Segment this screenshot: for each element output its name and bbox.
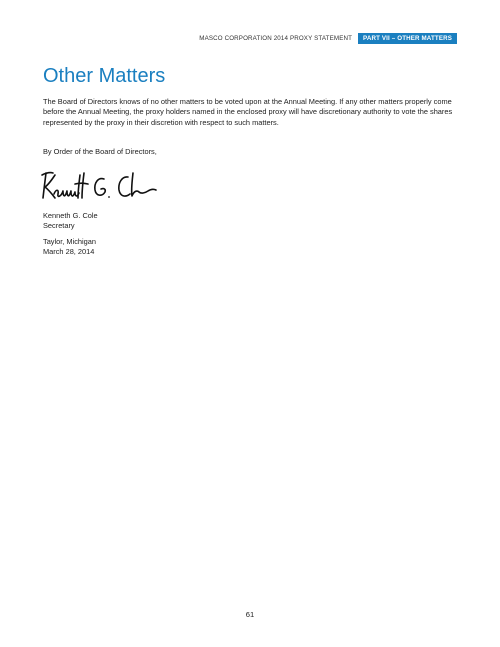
intro-paragraph: The Board of Directors knows of no other matters to be voted upon at the Annual Meeting. If any other matters properly come before the Annual Meeting, the proxy holders named in the enclosed proxy will have discretionary authority to vote the shares represented by the proxy in their discretion with respect to such matters.: [43, 97, 453, 127]
order-of-board-line: By Order of the Board of Directors,: [43, 147, 157, 156]
section-title: Other Matters: [43, 65, 166, 87]
signing-date: March 28, 2014: [43, 247, 95, 256]
signatory-name: Kenneth G. Cole: [43, 211, 98, 220]
running-header: [199, 33, 457, 44]
handwritten-signature: [38, 167, 158, 205]
header-document-title: MASCO CORPORATION 2014 PROXY STATEMENT: [199, 35, 353, 42]
signatory-title: Secretary: [43, 221, 75, 230]
page-number: 61: [245, 610, 255, 619]
header-section-badge: PART VII – OTHER MATTERS: [358, 33, 457, 44]
signing-location: Taylor, Michigan: [43, 237, 96, 246]
